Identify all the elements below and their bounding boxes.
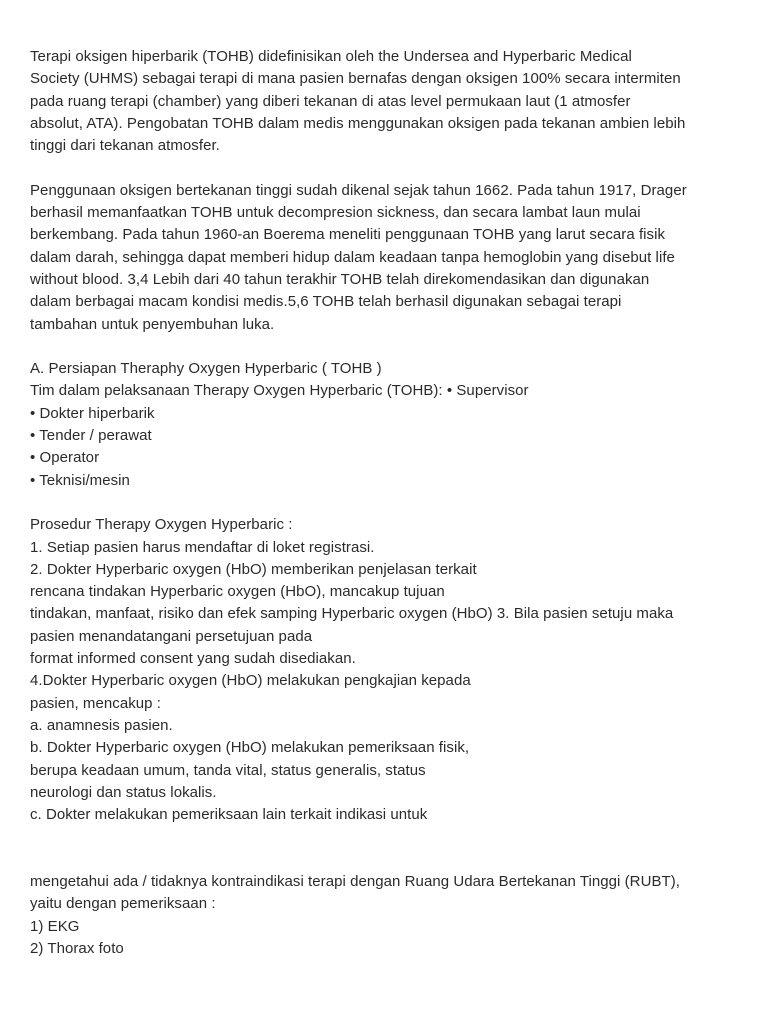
- text-line: pada ruang terapi (chamber) yang diberi tekanan di atas level permukaan laut (1 atmosfer: [30, 92, 631, 110]
- text-line: Penggunaan oksigen bertekanan tinggi sudah dikenal sejak tahun 1662. Pada tahun 1917, Drager: [30, 181, 687, 199]
- procedure-line: 1. Setiap pasien harus mendaftar di loket registrasi.: [30, 538, 375, 556]
- text-line: tambahan untuk penyembuhan luka.: [30, 315, 275, 333]
- procedure-line: b. Dokter Hyperbaric oxygen (HbO) melakukan pemeriksaan fisik,: [30, 739, 470, 757]
- text-line: Terapi oksigen hiperbarik (TOHB) didefinisikan oleh the Undersea and Hyperbaric Medical: [30, 48, 632, 65]
- procedure-line: neurologi dan status lokalis.: [30, 783, 217, 801]
- procedure-line: berupa keadaan umum, tanda vital, status generalis, status: [30, 761, 426, 779]
- procedure-line: format informed consent yang sudah disediakan.: [30, 650, 356, 668]
- procedure-line: rencana tindakan Hyperbaric oxygen (HbO), mancakup tujuan: [30, 583, 445, 601]
- text-line: without blood. 3,4 Lebih dari 40 tahun terakhir TOHB telah direkomendasikan dan digunakan: [30, 270, 650, 288]
- procedure-line: pasien, mencakup :: [30, 694, 161, 712]
- exam-item: 2) Thorax foto: [30, 939, 124, 957]
- text-line: dalam berbagai macam kondisi medis.5,6 TOHB telah berhasil digunakan sebagai terapi: [30, 293, 622, 311]
- section-procedure: [30, 514, 750, 826]
- exam-item: 1) EKG: [30, 917, 80, 935]
- procedure-heading: Prosedur Therapy Oxygen Hyperbaric :: [30, 516, 293, 534]
- text-line: berkembang. Pada tahun 1960-an Boerema meneliti penggunaan TOHB yang larut secara fisik: [30, 226, 666, 244]
- continuation-line: mengetahui ada / tidaknya kontraindikasi terapi dengan Ruang Udara Bertekanan Tinggi (RUBT),: [30, 872, 680, 890]
- paragraph-spacer: [30, 492, 750, 514]
- procedure-line: c. Dokter melakukan pemeriksaan lain terkait indikasi untuk: [30, 806, 428, 824]
- text-line: tinggi dari tekanan atmosfer.: [30, 137, 220, 155]
- paragraph-spacer: [30, 157, 750, 179]
- team-member-item: • Dokter hiperbarik: [30, 404, 155, 422]
- text-line: dalam darah, sehingga dapat memberi hidup dalam keadaan tanpa hemoglobin yang disebut life: [30, 248, 675, 266]
- team-member-item: • Operator: [30, 449, 100, 467]
- text-line: berhasil memanfaatkan TOHB untuk decompresion sickness, dan secara lambat laun mulai: [30, 204, 641, 222]
- paragraph-spacer: [30, 336, 750, 358]
- paragraph-history: [30, 180, 750, 336]
- team-intro: Tim dalam pelaksanaan Therapy Oxygen Hyperbaric (TOHB): • Supervisor: [30, 382, 529, 400]
- section-spacer: [30, 826, 750, 871]
- procedure-line: 4.Dokter Hyperbaric oxygen (HbO) melakukan pengkajian kepada: [30, 672, 471, 690]
- team-member-item: • Teknisi/mesin: [30, 471, 130, 489]
- text-line: absolut, ATA). Pengobatan TOHB dalam medis menggunakan oksigen pada tekanan ambien lebih: [30, 114, 686, 132]
- text-line: Society (UHMS) sebagai terapi di mana pasien bernafas dengan oksigen 100% secara intermiten: [30, 70, 681, 88]
- continuation-line: yaitu dengan pemeriksaan :: [30, 895, 216, 913]
- procedure-line: a. anamnesis pasien.: [30, 716, 173, 734]
- section-preparation: [30, 358, 750, 492]
- paragraph-intro: [30, 46, 750, 157]
- procedure-line: 2. Dokter Hyperbaric oxygen (HbO) memberikan penjelasan terkait: [30, 560, 477, 578]
- team-member-item: • Tender / perawat: [30, 427, 152, 445]
- document-body: [30, 46, 750, 960]
- section-heading: A. Persiapan Theraphy Oxygen Hyperbaric ( TOHB ): [30, 360, 382, 378]
- section-continuation: [30, 871, 750, 960]
- procedure-line: pasien menandatangani persetujuan pada: [30, 627, 313, 645]
- procedure-line: tindakan, manfaat, risiko dan efek samping Hyperbaric oxygen (HbO) 3. Bila pasien setuju maka: [30, 605, 674, 623]
